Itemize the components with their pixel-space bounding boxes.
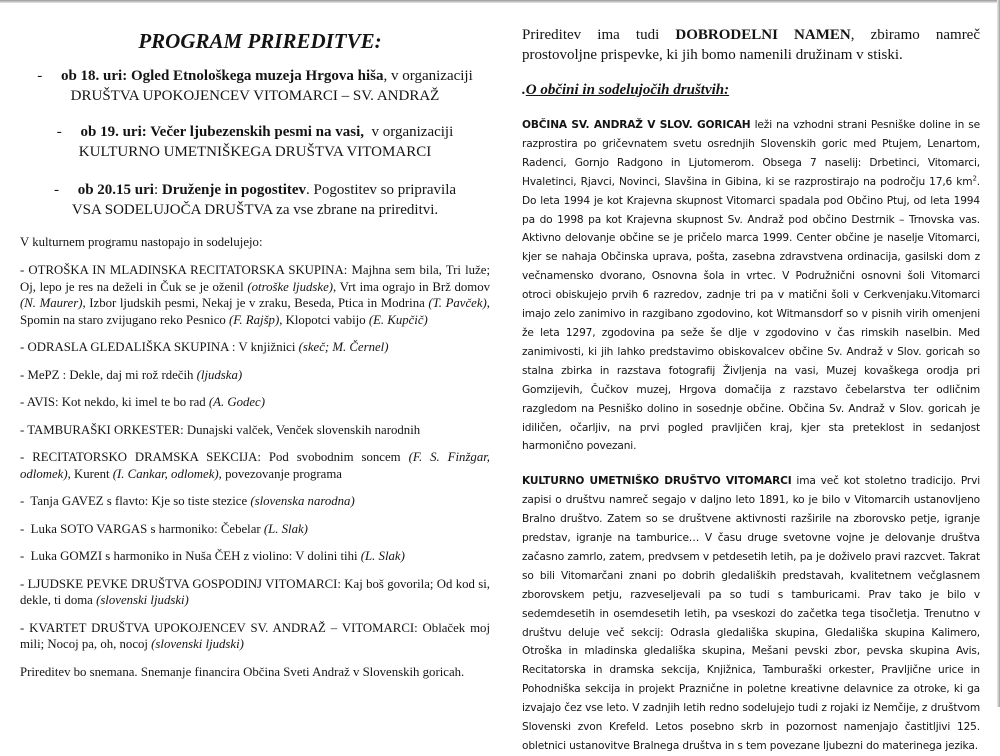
charity-text: , zbiramo namreč prostovoljne prispevke, ki jih bomo namenili družinam v stiski. <box>522 27 980 63</box>
performer-entry <box>20 493 490 510</box>
performer-entry <box>20 339 490 356</box>
performer-credit: (N. Maurer) <box>20 296 83 310</box>
performer-text: - KVARTET DRUŠTVA UPOKOJENCEV SV. ANDRAŽ – VITOMARCI: Oblaček moj mili; Nocoj pa, oh, nocoj <box>20 620 490 651</box>
heading-prefix: . <box>522 82 526 98</box>
schedule-item-bold: ob 18. uri: Ogled Etnološkega muzeja Hrgova hiša <box>60 68 384 84</box>
performer-credit: (A. Godec) <box>208 395 265 409</box>
society-text: ima več kot stoletno tradicijo. Prvi zapisi o društvu namreč segajo v daljno leto 1891, ko je bilo v Vitomarcih ustanovljeno Bralno društvo. Zatem so se društvene aktivnosti razširile na zborovsko petje, igranje predstav, igranje na tamburice… V času druge svetovne vojne je delovanje društva začasno zamrlo, zatem, predvsem v petdesetih letih, pa je doživelo pravi razcvet. Takrat so bili Vitomarčani znani po dobrih gledaliških predstavah, kvalitetnem večglasnem zborovskem petju, razveseljevali pa so tudi s tamburicami. Prav tako je bilo v sedemdesetih in osemdesetih letih, pa vseskozi do začetka tega tisočletja. Trenutno v društvu deluje več sekcij: Odrasla gledališka skupina, Gledališka skupina Kalimero, Otroška in mladinska gledališka skupina, Mešani pevski zbor, pevska skupina Avis, Recitatorska in dramska sekcija, Knjižnica, Tamburaški orkester, Pravljične urice in Pohodniška sekcija in projekt Praznične in poletne kreativne delavnice za otroke, ki ga izvajajo čez vse leto. V zadnjih letih redno sodelujejo tudi z rojaki iz Nemčije, z društvom Slovenski zvon Krefeld. Letos posebno skrb in pozornost namenjajo častitljivi 125. obletnici ustanovitve Bralnega društva in s tem povezane ljubezni do materinega jezika. <box>522 475 980 752</box>
dash: - <box>53 182 59 198</box>
schedule-item <box>20 122 490 162</box>
performer-text: , Izbor ljudskih pesmi, Nekaj je v zraku, Beseda, Ptica in Modrina <box>82 296 429 310</box>
charity-text: Prireditev ima tudi <box>522 27 676 43</box>
performer-text: , Klopotci vabijo <box>279 312 369 327</box>
performer-text: - RECITATORSKO DRAMSKA SEKCIJA: Pod svobodnim soncem <box>20 450 409 464</box>
right-column <box>522 0 980 756</box>
municipality-name: OBČINA SV. ANDRAŽ V SLOV. GORICAH <box>522 119 751 131</box>
schedule-item <box>20 180 490 220</box>
performer-credit: (L. Slak) <box>263 521 308 536</box>
performer-entry <box>20 262 490 328</box>
performer-credit: (I. Cankar, odlomek) <box>112 466 219 481</box>
schedule-item-bold: Druženje in pogostitev <box>161 182 307 198</box>
municipality-paragraph <box>522 116 980 456</box>
performer-entry <box>20 449 490 482</box>
schedule-item-bold: ob 19. uri: Večer ljubezenskih pesmi na vasi, <box>80 124 364 140</box>
left-column <box>20 20 490 681</box>
schedule-item-organizer: KULTURNO UMETNIŠKEGA DRUŠTVA VITOMARCI <box>78 144 432 160</box>
society-paragraph <box>522 472 980 756</box>
performer-text: , Kurent <box>67 466 113 481</box>
schedule-item-organizer: VSA SODELUJOČA DRUŠTVA za vse zbrane na prireditvi. <box>71 202 439 218</box>
performer-text: - ODRASLA GLEDALIŠKA SKUPINA : V knjižnici <box>20 340 299 354</box>
performer-text: - MePZ : Dekle, daj mi rož rdečih <box>20 367 197 382</box>
performer-credit: (E. Kupčič) <box>368 312 428 327</box>
performer-text: - AVIS: Kot nekdo, ki imel te bo rad <box>20 395 209 409</box>
schedule-item-colon: : <box>153 182 162 198</box>
heading-text: O občini in sodelujočih društvih: <box>525 82 730 98</box>
recording-note: Prireditev bo snemana. Snemanje financira Občina Sveti Andraž v Slovenskih goricah. <box>20 664 465 679</box>
performer-credit: (otroške ljudske) <box>247 279 334 294</box>
performer-credit: (F. S. Finžgar, odlomek) <box>20 450 490 481</box>
schedule-item-text: , v organizaciji <box>383 68 473 84</box>
performer-entry <box>20 620 490 653</box>
performer-text: - Luka GOMZI s harmoniko in Nuša ČEH z violino: V dolini tihi <box>20 549 361 563</box>
society-name: KULTURNO UMETNIŠKO DRUŠTVO VITOMARCI <box>522 475 792 488</box>
performer-entry <box>20 576 490 609</box>
performer-credit: (slovenska narodna) <box>250 494 355 508</box>
schedule-item-organizer: DRUŠTVA UPOKOJENCEV VITOMARCI – SV. ANDRAŽ <box>70 88 440 104</box>
charity-bold: DOBRODELNI NAMEN <box>675 27 851 43</box>
municipality-text: . Do leta 1994 je kot Krajevna skupnost Vitomarci spadala pod Občino Ptuj, od leta 1994 pa do 1998 pa kot Krajevna skupnost Sv. Andraž pod občino Destrnik – Trnovska vas. Aktivno delovanje občine se je pričelo marca 1999. Center občine je naselje Vitomarci, kjer se nahaja Občinska uprava, pošta, zasebna zdravstvena ordinacija, gasilski dom z večnamensko dvorano, Osnovna šola in vrtec. V Podružnični osnovni šoli Vitomarci otroci obiskujejo prvih 6 razredov, zadnje tri pa v matični šoli v Cerkvenjaku.Vitomarci imajo zelo zanimivo in razgibano zgodovino, kot Witmansdorf so v pisnih virih omenjeni že leta 1297, zgodovina pa seže še dlje v zgodovino v čas rimskih naselbin. Med zanimivosti, ki jih lahko predstavimo obiskovalcev občine Sv. Andraž v Slov. goricah so stalna zbirka in razstava fotografij Življenja na vasi, Muzej kovaškega orodja pri Gomzijevih, Čučkov muzej, Hrgova domačija z razstavo čebelarstva ter odličnim razgledom na Pesniško dolino in sosednje občine. Občina Sv. Andraž v Slov. goricah je idiličen, očarljiv, na prvi pogled pravljičen kraj, kjer sta preteklost in sedanjost harmonično povezani. <box>522 175 980 453</box>
schedule-item-text: . Pogostitev so pripravila <box>306 182 457 198</box>
program-intro: V kulturnem programu nastopajo in sodelujejo: <box>20 235 263 249</box>
section-heading <box>522 80 980 100</box>
performer-credit: (skeč; M. Černel) <box>298 340 389 354</box>
performer-text: , povezovanje programa <box>218 466 342 481</box>
performer-credit: (L. Slak) <box>360 549 405 563</box>
superscript: 2 <box>972 174 977 183</box>
performer-text: , Spomin na staro zvijugano reko Pesnico <box>20 296 490 327</box>
schedule-item-text: v organizaciji <box>363 124 454 140</box>
performer-text: - OTROŠKA IN MLADINSKA RECITATORSKA SKUPINA: Majhna sem bila, Tri luže; Oj, lepo je res na deželi in Čuk se je oženil <box>20 263 490 294</box>
charity-paragraph <box>522 25 980 65</box>
performer-text: - Luka SOTO VARGAS s harmoniko: Čebelar <box>20 521 264 536</box>
performer-entry <box>20 394 490 411</box>
performer-credit: (slovenski ljudski) <box>96 593 189 607</box>
schedule-item <box>20 66 490 106</box>
performer-entry <box>20 548 490 565</box>
performer-entry <box>20 367 490 384</box>
municipality-text: leži na vzhodni strani Pesniške doline in se razprostira po gričevnatem svetu osrednjih Slovenskih goric med Ptujem, Lenartom, Radenci, Gornjo Radgono in Ljutomerom. Obsega 7 naselij: Drbetinci, Vitomarci, Hvaletinci, Rjavci, Novinci, Slavšina in Gibina, ki se razprostirajo na področju 17,6 km <box>522 119 980 188</box>
dash: - <box>56 124 62 140</box>
performer-credit: (F. Rajšp) <box>228 312 280 327</box>
performer-text: - Tanja GAVEZ s flavto: Kje so tiste stezice <box>20 494 251 508</box>
performer-credit: (slovenski ljudski) <box>151 637 244 651</box>
program-title: PROGRAM PRIREDITVE: <box>138 29 382 53</box>
performer-credit: (T. Pavček) <box>428 296 487 310</box>
performer-text: - TAMBURAŠKI ORKESTER: Dunajski valček, Venček slovenskih narodnih <box>20 422 421 437</box>
performer-text: - LJUDSKE PEVKE DRUŠTVA GOSPODINJ VITOMARCI: Kaj boš govorila; Od kod si, dekle, ti doma <box>20 576 490 607</box>
performer-text: , Vrt ima ograjo in Brž domov <box>333 279 491 294</box>
performer-entry <box>20 521 490 538</box>
performer-credit: (ljudska) <box>196 367 243 382</box>
performer-entry <box>20 422 490 439</box>
schedule-item-bold: ob 20.15 uri <box>77 182 154 198</box>
dash: - <box>37 68 43 84</box>
